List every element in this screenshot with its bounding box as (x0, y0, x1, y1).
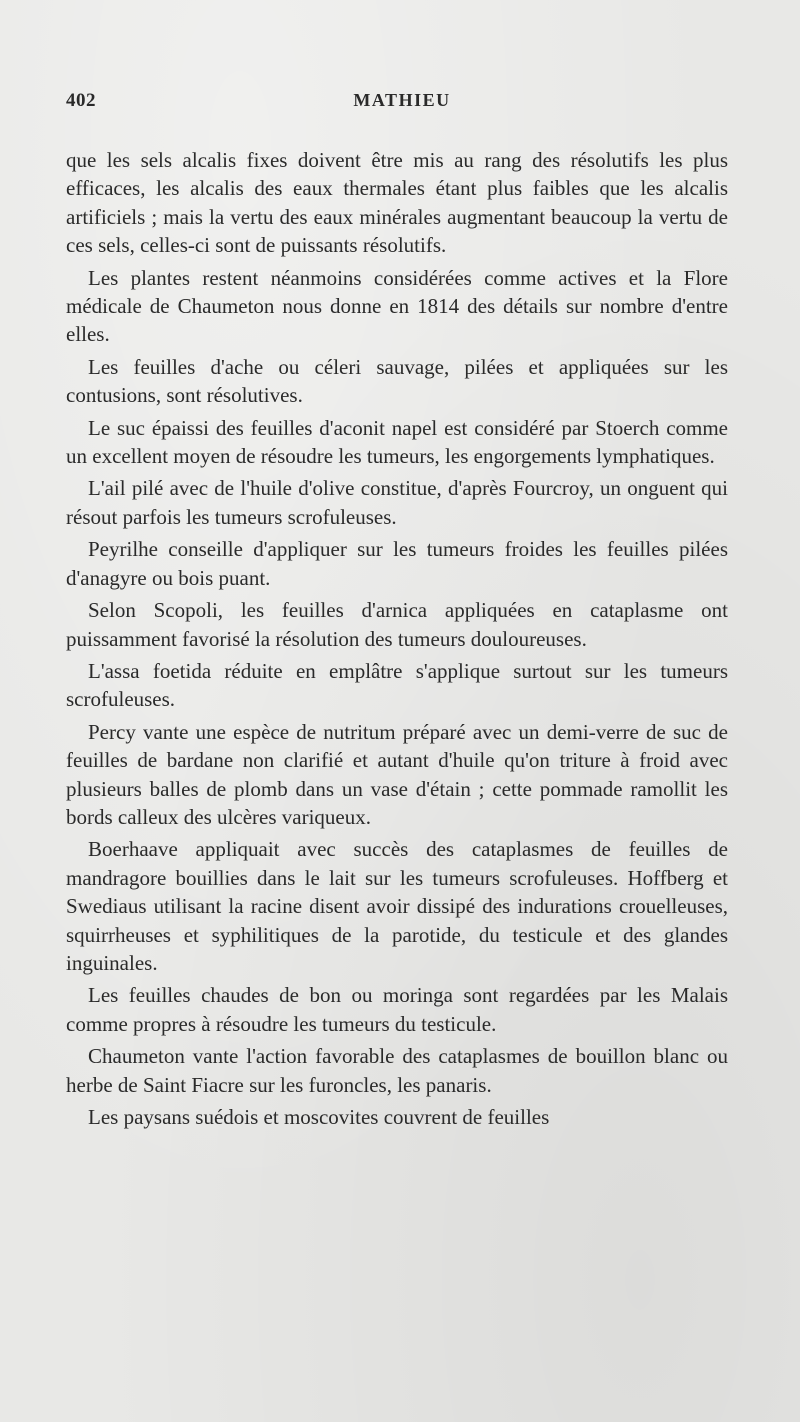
paragraph-peyrilhe: Peyrilhe conseille d'appliquer sur les tumeurs froides les feuilles pilées d'anagyre ou bois puant. (66, 537, 728, 590)
paragraph-ail: L'ail pilé avec de l'huile d'olive constitue, d'après Fourcroy, un onguent qui résout parfois les tumeurs scrofuleuses. (66, 476, 728, 529)
paragraph-assa-foetida: L'assa foetida réduite en emplâtre s'applique surtout sur les tumeurs scrofuleuses. (66, 658, 728, 712)
paragraph-moringa: Les feuilles chaudes de bon ou moringa sont regardées par les Malais comme propres à résoudre les tumeurs du testicule. (66, 983, 728, 1036)
running-head (66, 90, 728, 116)
paragraph-percy: Percy vante une espèce de nutritum préparé avec un demi-verre de suc de feuilles de bardane non clarifié et autant d'huile qu'on triture à froid avec plusieurs balles de plomb dans un vase d'étain ; cette pommade ramollit les bords calleux des ulcères variqueux. (66, 719, 728, 829)
paragraph-chaumeton: Chaumeton vante l'action favorable des cataplasmes de bouillon blanc ou herbe de Saint Fiacre sur les furoncles, les panaris. (66, 1044, 728, 1097)
paragraph-scopoli: Selon Scopoli, les feuilles d'arnica appliquées en cataplasme ont puissamment favorisé la résolution des tumeurs douloureuses. (66, 598, 728, 651)
paragraph-paysans: Les paysans suédois et moscovites couvrent de feuilles (88, 1105, 550, 1129)
paragraph-continuation: que les sels alcalis fixes doivent être mis au rang des résolutifs les plus efficaces, les alcalis des eaux thermales étant plus faibles que les alcalis artificiels ; mais la vertu des eaux minérales augmentant beaucoup la vertu de ces sels, celles-ci sont de puissants résolutifs. (66, 148, 728, 258)
body-text (66, 146, 728, 1135)
paragraph-aconit: Le suc épaissi des feuilles d'aconit napel est considéré par Stoerch comme un excellent moyen de résoudre les tumeurs, les engorgements lymphatiques. (66, 415, 728, 469)
page-number: 402 (66, 90, 96, 111)
paragraph-boerhaave: Boerhaave appliquait avec succès des cataplasmes de feuilles de mandragore bouillies dans le lait sur les tumeurs scrofuleuses. Hoffberg et Swediaus utilisant la racine disent avoir dissipé des indurations crouelleuses, squirrheuses et syphilitiques de la parotide, du testicule et des glandes inguinales. (66, 837, 728, 975)
paragraph-ache: Les feuilles d'ache ou céleri sauvage, pilées et appliquées sur les contusions, sont résolutives. (66, 354, 728, 408)
paragraph-plantes: Les plantes restent néanmoins considérées comme actives et la Flore médicale de Chaumeton nous donne en 1814 des détails sur nombre d'entre elles. (66, 265, 728, 347)
running-head-author: MATHIEU (353, 90, 451, 110)
